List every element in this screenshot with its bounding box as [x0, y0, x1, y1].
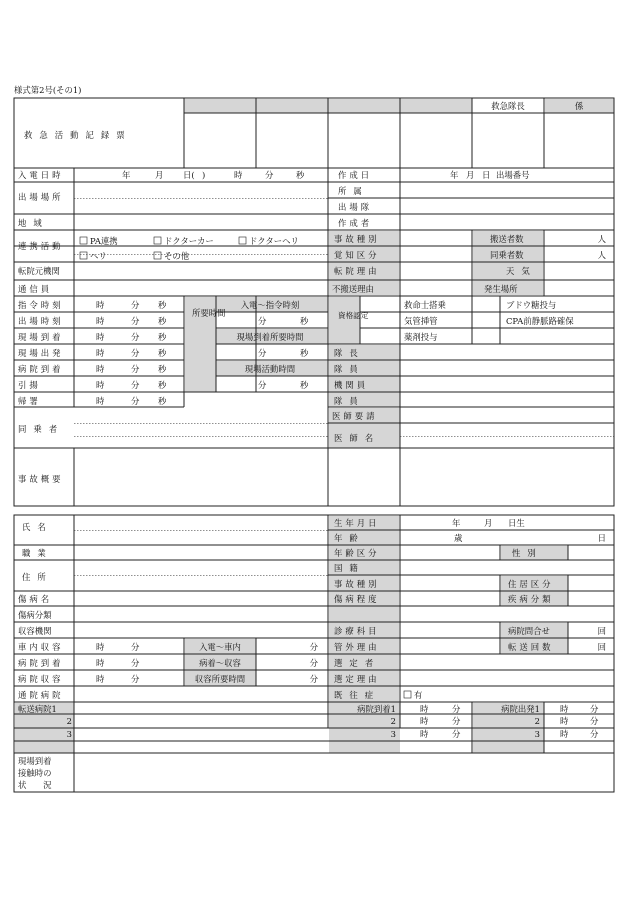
call-time-unit: 月	[155, 170, 164, 180]
age-unit: 歳	[454, 533, 463, 543]
time-row-label: 現場到着	[18, 332, 64, 342]
minute-unit: 分	[131, 300, 140, 310]
hour-unit: 時	[420, 729, 429, 739]
reporter-label: 通信員	[18, 284, 53, 294]
hospital-label: 収容機関	[18, 626, 52, 636]
dob-unit: 日	[597, 533, 606, 543]
residence-label: 住居区分	[508, 579, 554, 589]
dispatch-number-label: 出場番号	[496, 170, 530, 180]
minute-unit: 分	[258, 316, 267, 326]
call-time-label: 入電日時	[18, 170, 64, 180]
time-row-label: 出場時刻	[18, 316, 64, 326]
summary-label: 事故概要	[18, 474, 64, 484]
hour-unit: 時	[560, 716, 569, 726]
patient-time-label: 車内収容	[18, 642, 64, 652]
created-date-label: 作成日	[338, 170, 373, 180]
coop-checkbox[interactable]	[239, 237, 246, 244]
doctor-request-label: 医師要請	[332, 411, 378, 421]
minute-unit: 分	[309, 658, 318, 668]
person-unit: 人	[597, 250, 606, 260]
second-unit: 秒	[158, 332, 167, 342]
hospital-arrival-label: 3	[390, 729, 396, 739]
contact-status-label: 現場到着	[18, 756, 52, 766]
hour-unit: 時	[96, 642, 105, 652]
created-date-unit: 日	[482, 170, 491, 180]
hospital-arrival-label: 2	[390, 716, 396, 726]
transported-label: 搬送者数	[490, 234, 524, 244]
transfer-hospital-label: 転送病院1	[18, 704, 57, 714]
inquiries-label: 病院問合せ	[508, 626, 550, 636]
coop-checkbox[interactable]	[80, 237, 87, 244]
hour-unit: 時	[96, 348, 105, 358]
history-label: 既往症	[334, 690, 381, 700]
hospital-arrival-label: 病院到着1	[357, 704, 396, 714]
crew-label: 機関員	[334, 380, 369, 390]
minute-unit: 分	[309, 674, 318, 684]
hospital-departure-label: 3	[534, 729, 540, 739]
severity-label: 傷病程度	[334, 594, 380, 604]
second-unit: 秒	[158, 348, 167, 358]
chief-label: 救急隊長	[491, 101, 525, 111]
dispatch-team-label: 出場隊	[338, 202, 373, 212]
minute-unit: 分	[452, 729, 461, 739]
hour-unit: 時	[420, 704, 429, 714]
minute-unit: 分	[309, 642, 318, 652]
transfers-label: 転送回数	[508, 642, 554, 652]
call-to-order-label: 入電〜指令時刻	[240, 300, 300, 310]
hour-unit: 時	[96, 380, 105, 390]
outside-reason-label: 管外理由	[334, 642, 380, 652]
age-class-label: 年齢区分	[334, 548, 380, 558]
hour-unit: 時	[560, 704, 569, 714]
hour-unit: 時	[560, 729, 569, 739]
contact-status-label: 状 況	[18, 780, 52, 790]
hour-unit: 時	[96, 316, 105, 326]
minute-unit: 分	[131, 364, 140, 374]
hour-unit: 時	[96, 674, 105, 684]
area-label: 地域	[18, 218, 49, 228]
affiliation-label: 所属	[338, 186, 369, 196]
selection-reason-label: 選定理由	[334, 674, 380, 684]
minute-unit: 分	[131, 316, 140, 326]
disease-class-label: 疾病分類	[508, 594, 554, 604]
qualification-label: 資格認定	[338, 311, 369, 320]
coop-checkbox[interactable]	[80, 252, 87, 259]
qual-item: 救命士搭乗	[404, 300, 446, 310]
hour-unit: 時	[96, 300, 105, 310]
second-unit: 秒	[158, 396, 167, 406]
patient-time-label: 病院到着	[18, 658, 64, 668]
location-label: 発生場所	[484, 284, 518, 294]
coop-option: その他	[164, 251, 190, 261]
incident-type-label: 事故種別	[334, 234, 380, 244]
crew-label: 隊員	[334, 364, 365, 374]
contact-status-label: 接触時の	[18, 768, 52, 778]
dispatch-place-label: 出場場所	[18, 192, 64, 202]
minute-unit: 分	[590, 729, 599, 739]
minute-unit: 分	[131, 380, 140, 390]
hospital-departure-label: 病院出発1	[501, 704, 540, 714]
hour-unit: 時	[96, 332, 105, 342]
patient-incident-type-label: 事故種別	[334, 579, 380, 589]
time-row-label: 指令時刻	[18, 300, 64, 310]
coop-checkbox[interactable]	[154, 252, 161, 259]
call-time-unit: 日(	[183, 170, 195, 180]
hour-unit: 時	[96, 396, 105, 406]
qual-item: 薬剤投与	[404, 332, 438, 342]
minute-unit: 分	[131, 396, 140, 406]
person-unit: 人	[597, 234, 606, 244]
staff-label: 係	[574, 101, 584, 111]
coop-option: ドクターカー	[164, 236, 214, 246]
form-id: 様式第2号(その1)	[14, 85, 82, 95]
minute-unit: 分	[131, 348, 140, 358]
coop-option: ドクターヘリ	[249, 236, 299, 246]
minute-unit: 分	[452, 716, 461, 726]
required-time-label: 所要時間	[192, 308, 226, 318]
hospital-departure-label: 2	[534, 716, 540, 726]
qual-item: ブドウ糖投与	[506, 300, 557, 310]
transfer-hospital-label: 2	[66, 716, 72, 726]
visit-hospital-label: 通院病院	[18, 690, 64, 700]
time-row-label: 帰署	[18, 396, 41, 406]
transfer-hospital-label: 3	[66, 729, 72, 739]
coop-option: PA連携	[90, 236, 118, 246]
dob-unit: 年	[452, 518, 461, 528]
count-unit: 回	[597, 642, 606, 652]
second-unit: 秒	[158, 300, 167, 310]
riders-label: 同乗者数	[490, 250, 524, 260]
minute-unit: 分	[452, 704, 461, 714]
second-unit: 秒	[158, 316, 167, 326]
duration-label: 入電〜車内	[199, 642, 241, 652]
minute-unit: 分	[258, 380, 267, 390]
creator-label: 作成者	[338, 218, 373, 228]
crew-label: 隊員	[334, 396, 365, 406]
second-unit: 秒	[300, 348, 309, 358]
department-label: 診療科目	[334, 626, 380, 636]
time-row-label: 現場出発	[18, 348, 64, 358]
age-label: 年齢	[334, 533, 365, 543]
hour-unit: 時	[420, 716, 429, 726]
call-time-unit: )	[202, 170, 206, 180]
hour-unit: 時	[96, 658, 105, 668]
second-unit: 秒	[300, 380, 309, 390]
minute-unit: 分	[131, 658, 140, 668]
count-unit: 回	[597, 626, 606, 636]
doctor-name-label: 医師名	[334, 433, 381, 443]
call-time-unit: 年	[122, 170, 131, 180]
duration-label: 収容所要時間	[194, 674, 246, 684]
minute-unit: 分	[131, 674, 140, 684]
coop-checkbox[interactable]	[154, 237, 161, 244]
injury-name-label: 傷病名	[18, 594, 53, 604]
scene-activity-label: 現場活動時間	[244, 364, 296, 374]
cooperation-label: 連携活動	[18, 241, 64, 251]
time-row-label: 病院到着	[18, 364, 64, 374]
second-unit: 秒	[300, 316, 309, 326]
sex-label: 性別	[512, 548, 543, 558]
name-label: 氏名	[22, 522, 53, 532]
minute-unit: 分	[131, 642, 140, 652]
transfer-source-label: 転院元機関	[18, 266, 60, 276]
address-label: 住所	[22, 572, 53, 582]
minute-unit: 分	[131, 332, 140, 342]
recognition-label: 覚知区分	[334, 250, 380, 260]
selector-label: 選定者	[334, 658, 381, 668]
minute-unit: 分	[258, 348, 267, 358]
coop-option: ヘリ	[90, 251, 107, 261]
qual-item: 気管挿管	[404, 316, 438, 326]
history-option: 有	[414, 690, 423, 700]
patient-time-label: 病院収容	[18, 674, 64, 684]
dob-label: 生年月日	[334, 518, 380, 528]
occupation-label: 職業	[22, 548, 53, 558]
time-row-label: 引揚	[18, 380, 41, 390]
call-time-unit: 分	[265, 170, 274, 180]
companion-label: 同乗者	[18, 424, 65, 434]
second-unit: 秒	[158, 380, 167, 390]
second-unit: 秒	[158, 364, 167, 374]
transfer-reason-label: 転院理由	[334, 266, 380, 276]
nationality-label: 国籍	[334, 563, 365, 573]
created-date-unit: 月	[466, 170, 475, 180]
duration-label: 病着〜収容	[199, 658, 241, 668]
to-scene-label: 現場到着所要時間	[236, 332, 304, 342]
minute-unit: 分	[590, 716, 599, 726]
minute-unit: 分	[590, 704, 599, 714]
call-time-unit: 秒	[296, 170, 305, 180]
weather-label: 天気	[506, 266, 537, 276]
call-time-unit: 時	[234, 170, 243, 180]
dob-unit: 月	[484, 518, 493, 528]
qual-item: CPA前静脈路確保	[506, 316, 574, 326]
created-date-unit: 年	[450, 170, 459, 180]
hour-unit: 時	[96, 364, 105, 374]
form-title: 救急活動記録票	[24, 130, 132, 140]
injury-class-label: 傷病分類	[18, 610, 52, 620]
no-transport-reason-label: 不搬送理由	[332, 284, 374, 294]
crew-label: 隊長	[334, 348, 365, 358]
dob-unit: 日生	[508, 518, 525, 528]
history-checkbox[interactable]	[404, 691, 411, 698]
